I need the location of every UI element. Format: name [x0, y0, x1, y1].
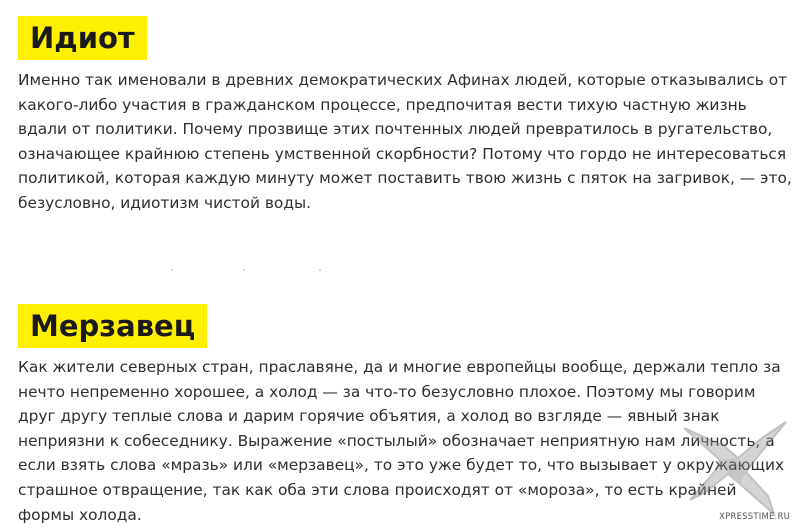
- heading-idiot: Идиот: [18, 16, 147, 60]
- paragraph-line: Как жители северных стран, праславяне, да и многие европейцы вообще, держали тепло за: [18, 358, 781, 376]
- paragraph-line: формы холода.: [18, 505, 142, 524]
- paragraph-line: неприязни к собеседнику. Выражение «постылый» обозначает неприятную нам личность, а: [18, 431, 775, 450]
- x-logo-icon: [676, 410, 794, 528]
- paragraph-line: вдали от политики. Почему прозвище этих почтенных людей превратилось в ругательство,: [18, 120, 773, 139]
- watermark-text: XPRESSTIME.RU: [719, 512, 790, 522]
- paragraph-merzavets: [18, 355, 788, 527]
- heading-merzavets: Мерзавец: [18, 304, 207, 348]
- paragraph-line: страшное отвращение, так как оба эти слова происходят от «мороза», то есть крайней: [18, 480, 737, 499]
- paragraph-line: означающее крайнюю степень умственной скорбности? Потому что гордо не интересоваться: [18, 144, 787, 163]
- paragraph-line: политикой, которая каждую минуту может поставить твою жизнь с пяток на загривок, — это,: [18, 169, 792, 188]
- paragraph-line: безусловно, идиотизм чистой воды.: [18, 193, 312, 212]
- paragraph-line: если взять слова «мразь» или «мерзавец», то это уже будет то, что вызывает у окружающих: [18, 456, 785, 475]
- paragraph-line: какого-либо участия в гражданском процессе, предпочитая вести тихую частную жизнь: [18, 95, 747, 114]
- paragraph-line: Именно так именовали в древних демократических Афинах людей, которые отказывались от: [18, 71, 788, 89]
- decorative-dots: [170, 268, 330, 272]
- paragraph-line: нечто непременно хорошее, а холод — за что-то безусловно плохое. Поэтому мы говорим: [18, 382, 756, 401]
- paragraph-idiot: [18, 68, 792, 216]
- paragraph-line: друг другу теплые слова и дарим горячие объятия, а холод во взгляде — явный знак: [18, 407, 720, 426]
